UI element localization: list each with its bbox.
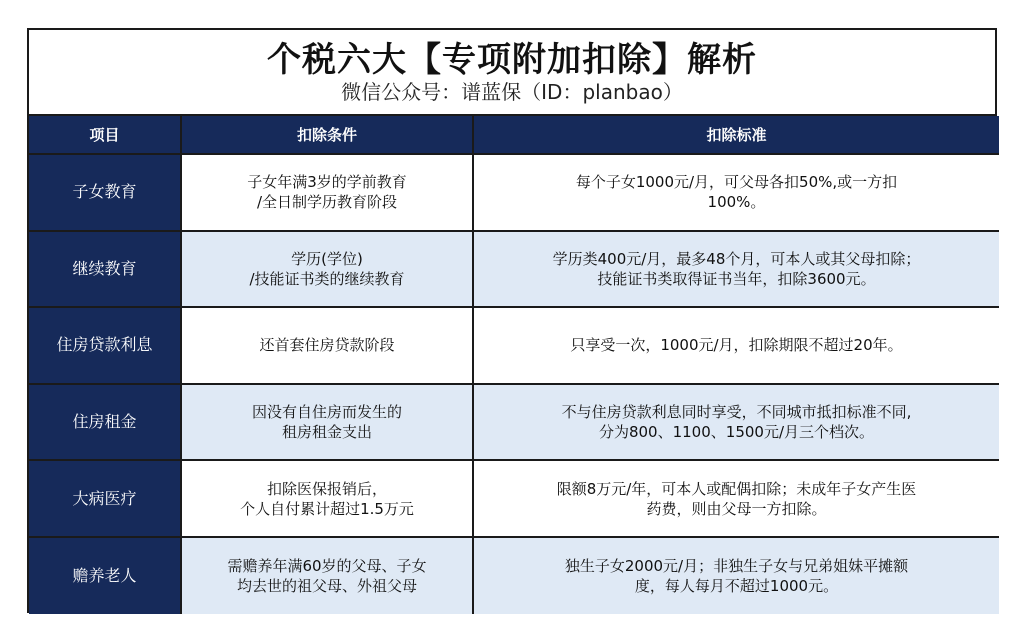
row-condition: 需赡养年满60岁的父母、子女 均去世的祖父母、外祖父母 [181,537,473,614]
row-item: 子女教育 [29,154,181,231]
table-row [29,307,999,384]
row-condition: 子女年满3岁的学前教育 /全日制学历教育阶段 [181,154,473,231]
page-title: 个税六大【专项附加扣除】解析 [267,40,757,80]
row-standard: 独生子女2000元/月；非独生子女与兄弟姐妹平摊额 度，每人每月不超过1000元。 [473,537,999,614]
deduction-table [29,116,999,614]
tax-deduction-infographic [27,28,997,613]
table-row [29,231,999,308]
row-standard: 每个子女1000元/月，可父母各扣50%,或一方扣 100%。 [473,154,999,231]
row-item: 住房租金 [29,384,181,461]
title-area [29,30,995,116]
header-standard: 扣除标准 [473,116,999,154]
row-condition: 学历(学位) /技能证书类的继续教育 [181,231,473,308]
table-row [29,154,999,231]
row-standard: 不与住房贷款利息同时享受，不同城市抵扣标准不同, 分为800、1100、1500元/月三个档次。 [473,384,999,461]
row-item: 住房贷款利息 [29,307,181,384]
row-condition: 还首套住房贷款阶段 [181,307,473,384]
row-item: 继续教育 [29,231,181,308]
table-header-row [29,116,999,154]
header-condition: 扣除条件 [181,116,473,154]
row-condition: 扣除医保报销后， 个人自付累计超过1.5万元 [181,460,473,537]
row-standard: 学历类400元/月，最多48个月，可本人或其父母扣除； 技能证书类取得证书当年，扣除3600元。 [473,231,999,308]
table-row [29,384,999,461]
table-row [29,460,999,537]
table-row [29,537,999,614]
page-subtitle: 微信公众号：谱蓝保（ID：planbao） [341,80,683,104]
row-standard: 只享受一次，1000元/月，扣除期限不超过20年。 [473,307,999,384]
row-item: 赡养老人 [29,537,181,614]
row-standard: 限额8万元/年，可本人或配偶扣除；未成年子女产生医 药费，则由父母一方扣除。 [473,460,999,537]
row-condition: 因没有自住房而发生的 租房租金支出 [181,384,473,461]
header-item: 项目 [29,116,181,154]
row-item: 大病医疗 [29,460,181,537]
